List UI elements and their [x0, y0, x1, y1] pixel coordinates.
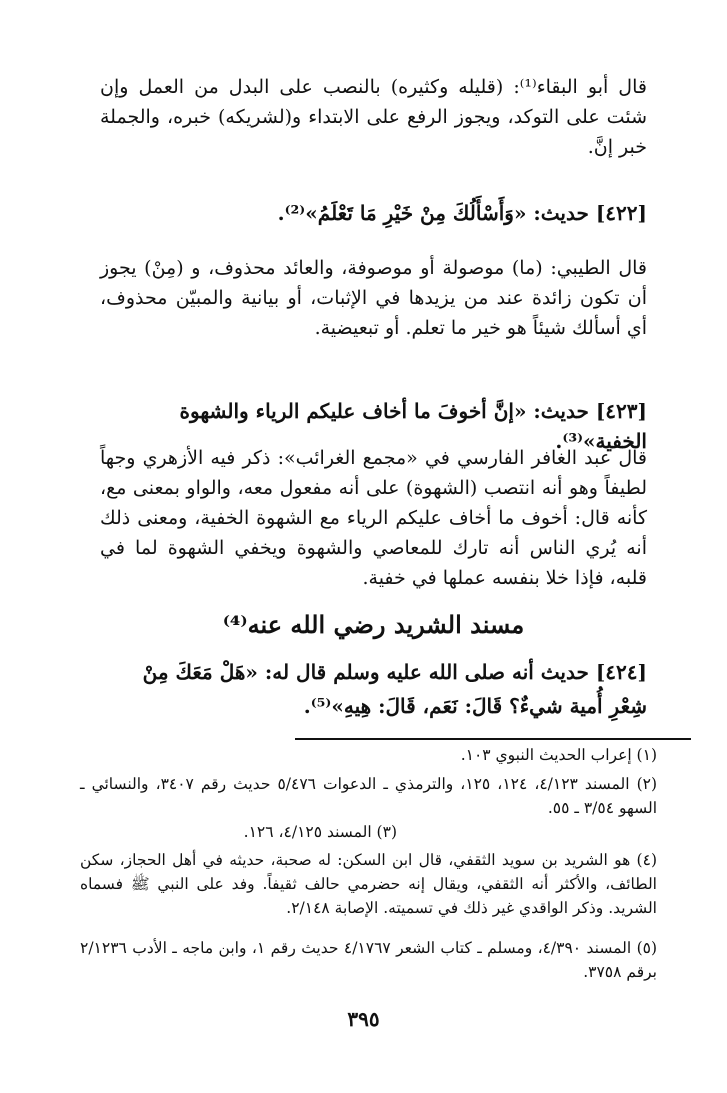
- footnote-5: (٥) المسند ٤/٣٩٠، ومسلم ـ كتاب الشعر ٤/١٧٦٧ حديث رقم ١، وابن ماجه ـ الأدب ٢/١٢٣٦ برقم ٣٧٥٨.: [80, 939, 658, 981]
- paragraph-abd-alghafir: قال عبد الغافر الفارسي في «مجمع الغرائب»: ذكر فيه الأزهري وجهاً لطيفاً وهو أنه انتصب (الشهوة) على أنه مفعول معه، والواو بمعنى مع، كأنه قال: أخوف ما أخاف عليكم الرياء مع الشهوة الخفية، ومعنى ذلك أنه يُري الناس أنه تارك للمعاصي والشهوة ويخفي الشهوة لما في قلبه، فإذا خلا بنفسه عملها في خفية.: [100, 447, 647, 589]
- paragraph-tibi: قال الطيبي: (ما) موصولة أو موصوفة، والعائد محذوف، و (مِنْ) يجوز أن تكون زائدة عند من يزيدها في الإثبات، أو بيانية والمبيّن محذوف، أي أسألك شيئاً هو خير ما تعلم. أو تبعيضية.: [100, 257, 647, 339]
- footnote-2: (٢) المسند ٤/١٢٣، ١٢٤، ١٢٥، والترمذي ـ الدعوات ٥/٤٧٦ حديث رقم ٣٤٠٧، والنسائي ـ السهو ٣/٥٤ ـ ٥٥.: [80, 775, 658, 817]
- footnote-3: (٣) المسند ٤/١٢٥، ١٢٦.: [243, 823, 397, 841]
- paragraph-abu-albaqa: قال أبو البقاء⁽¹⁾: (قليله وكثيره) بالنصب على البدل من العمل وإن شئت على التوكد، ويجوز الرفع على الابتداء و(لشريكه) خبره، والجملة خبر إنَّ.: [100, 76, 647, 158]
- footnote-4: (٤) هو الشريد بن سويد الثقفي، قال ابن السكن: له صحبة، حديثه في أهل الحجاز، سكن الطائف، والأكثر أنه الثقفي، ويقال إنه حضرمي حالف ثقيفاً. وفد على النبي ﷺ فسماه الشريد. وذكر الواقدي غير ذلك في تسميته. الإصابة ٢/١٤٨.: [80, 851, 657, 917]
- section-title-musnad-alsharid: مسند الشريد رضي الله عنه⁽⁴⁾: [222, 610, 525, 639]
- hadith-422-heading: [٤٢٢] حديث: «وَأَسْأَلُكَ مِنْ خَيْرِ مَا تَعْلَمُ»⁽²⁾.: [277, 201, 647, 225]
- footnote-1: (١) إعراب الحديث النبوي ١٠٣.: [460, 746, 657, 764]
- hadith-424-heading: [٤٢٤] حديث أنه صلى الله عليه وسلم قال له: «هَلْ مَعَكَ مِنْ شِعْرِ أُمية شيءٌ؟ قَالَ: نَعَم، قَالَ: هِيهِ»⁽⁵⁾.: [142, 660, 647, 718]
- page-number: ٣٩٥: [347, 1007, 380, 1031]
- hadith-423-heading: [٤٢٣] حديث: «إنَّ أخوفَ ما أخاف عليكم الرياء والشهوة الخفية»⁽³⁾.: [179, 399, 647, 453]
- footnote-divider: [295, 738, 691, 740]
